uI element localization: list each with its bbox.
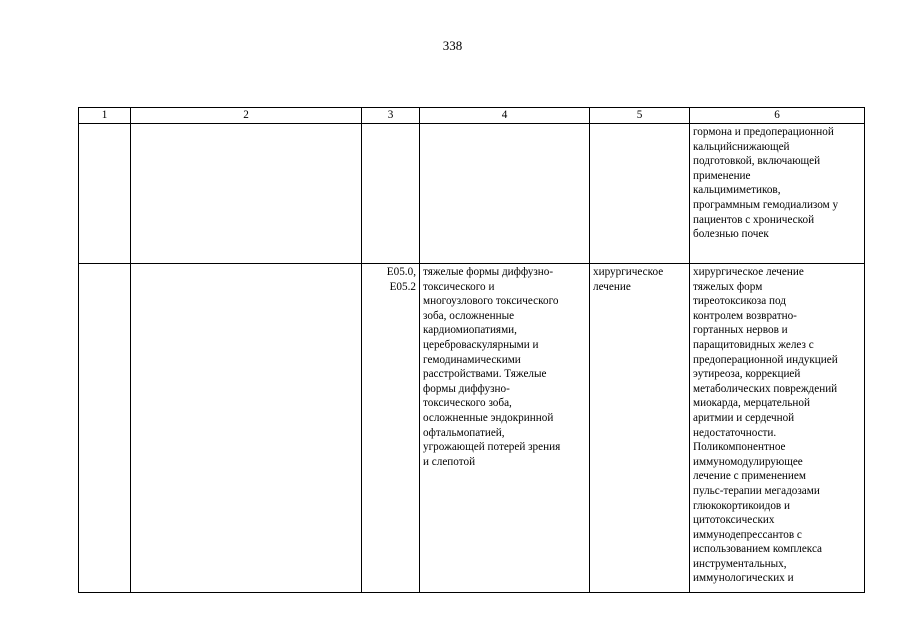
cell-text-line: иммунодепрессантов с (693, 528, 802, 541)
cell-text-line: миокарда, мерцательной (693, 397, 810, 410)
cell-text-line: цереброваскулярными и (423, 338, 539, 351)
cell-text-line: болезнью почек (693, 228, 769, 241)
cell-text-line: осложненные эндокринной (423, 411, 554, 424)
cell-text-line: и слепотой (423, 455, 476, 468)
table-header-row (79, 108, 865, 124)
cell-text-line: цитотоксических (693, 514, 775, 527)
cell-text-line: контролем возвратно- (693, 309, 797, 322)
cell-text-line: предоперационной индукцией (693, 353, 838, 366)
header-cell-5: 5 (590, 108, 690, 124)
cell-text-line: пульс-терапии мегадозами (693, 484, 820, 497)
cell-col2 (131, 124, 362, 264)
cell-col3 (362, 264, 420, 593)
cell-text-line: кальцимиметиков, (693, 184, 781, 197)
cell-text-line: глюкокортикоидов и (693, 499, 791, 512)
cell-text-line: тиреотоксикоза под (693, 295, 786, 308)
cell-text-line: метаболических повреждений (693, 382, 838, 395)
cell-text-line: E05.2 (389, 280, 416, 293)
header-cell-2: 2 (131, 108, 362, 124)
cell-text-line: инструментальных, (693, 557, 787, 570)
table-row (79, 264, 865, 593)
cell-text-line: использованием комплекса (693, 543, 823, 556)
cell-text-line: токсического и (423, 280, 495, 293)
cell-col1 (79, 264, 131, 593)
cell-text-line: программным гемодиализом у (693, 198, 839, 211)
cell-text-line: формы диффузно- (423, 382, 510, 395)
cell-text-line: паращитовидных желез с (693, 338, 814, 351)
cell-text-line: эутиреоза, коррекцией (693, 368, 801, 381)
cell-text-line: недостаточности. (693, 426, 777, 439)
header-cell-4: 4 (420, 108, 590, 124)
cell-text-line: лечение с применением (693, 470, 806, 483)
cell-col4 (420, 264, 590, 593)
cell-text-line: кардиомиопатиями, (423, 324, 517, 337)
cell-text-line: хирургическое (593, 266, 664, 278)
page-number: 338 (442, 38, 463, 53)
cell-text-line: иммуномодулирующее (693, 455, 803, 468)
cell-text-line: многоузлового токсического (423, 295, 559, 308)
cell-text-line: E05.0, (386, 266, 416, 278)
cell-text-line: лечение (593, 280, 631, 293)
table-row (79, 124, 865, 264)
cell-text-line: кальцийснижающей (693, 140, 790, 153)
cell-text-line: Поликомпонентное (693, 441, 786, 454)
cell-text-line: гормона и предоперационной (693, 126, 834, 138)
cell-text-line: хирургическое лечение (693, 266, 804, 278)
cell-col5 (590, 264, 690, 593)
cell-text-line: токсического зоба, (423, 397, 512, 410)
cell-col5 (590, 124, 690, 264)
header-cell-3: 3 (362, 108, 420, 124)
cell-text-line: гемодинамическими (423, 353, 521, 366)
cell-text-line: расстройствами. Тяжелые (423, 368, 547, 381)
cell-text-line: зоба, осложненные (423, 309, 515, 322)
header-cell-1: 1 (79, 108, 131, 124)
cell-text-line: тяжелые формы диффузно- (423, 266, 554, 278)
cell-text-line: применение (693, 169, 751, 182)
cell-col3 (362, 124, 420, 264)
medical-care-table (78, 107, 865, 593)
cell-col4 (420, 124, 590, 264)
cell-text-line: гортанных нервов и (693, 324, 788, 337)
cell-text-line: пациентов с хронической (693, 213, 815, 226)
header-cell-6: 6 (690, 108, 865, 124)
cell-text-line: угрожающей потерей зрения (423, 441, 561, 454)
cell-col6 (690, 124, 865, 264)
cell-col2 (131, 264, 362, 593)
cell-text-line: тяжелых форм (693, 280, 763, 293)
cell-text-line: аритмии и сердечной (693, 411, 795, 424)
cell-text-line: иммунологических и (693, 572, 794, 585)
cell-text-line: подготовкой, включающей (693, 155, 821, 168)
cell-text-line: офтальмопатией, (423, 426, 505, 439)
cell-col6 (690, 264, 865, 593)
cell-col1 (79, 124, 131, 264)
